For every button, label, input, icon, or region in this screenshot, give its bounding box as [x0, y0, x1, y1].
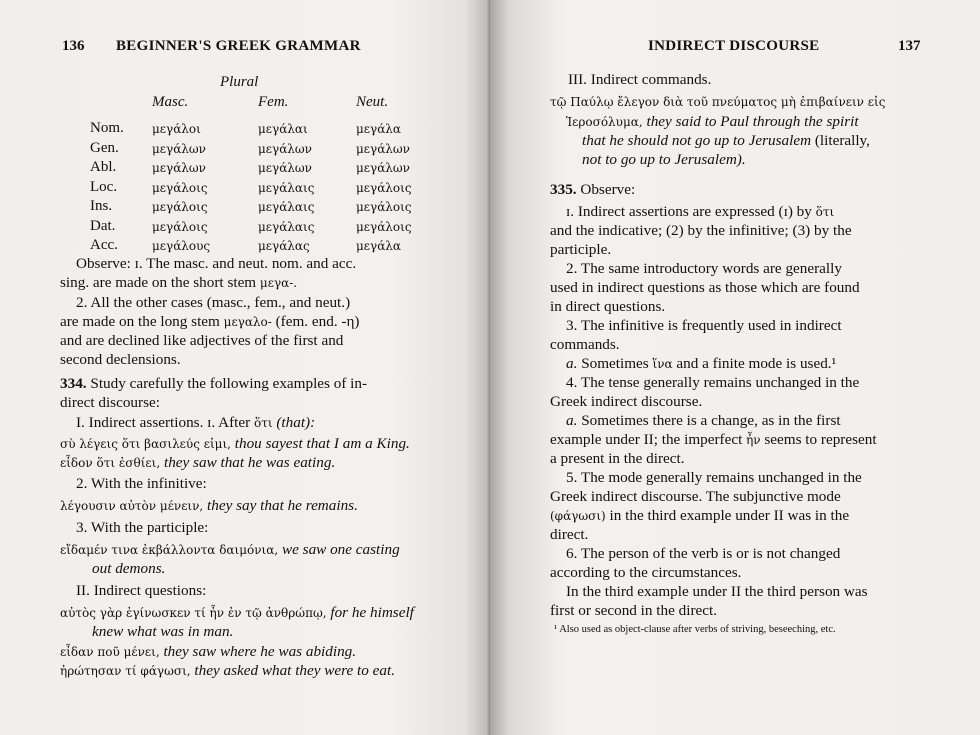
- example-line: ἠρώτησαν τί φάγωσι, they asked what they were to eat.: [60, 662, 396, 679]
- body-line: participle.: [550, 241, 612, 258]
- body-line: direct.: [550, 526, 589, 543]
- example-line: λέγουσιν αὐτὸν μένειν, they say that he remains.: [60, 497, 358, 514]
- table-cell: μεγάλων: [152, 141, 206, 156]
- table-cell: μεγάλων: [152, 161, 206, 175]
- example-line: σὺ λέγεις ὅτι βασιλεύς εἰμι, thou sayest that I am a King.: [60, 435, 410, 452]
- table-cell: μεγάλοις: [152, 180, 208, 195]
- example-line: τῷ Παύλῳ ἔλεγον διὰ τοῦ πνεύματος μὴ ἐπιβαίνειν εἰς: [550, 95, 886, 109]
- body-line: commands.: [550, 336, 620, 353]
- body-line: a. Sometimes ἵνα and a finite mode is used.¹: [566, 355, 837, 372]
- table-cell: μεγάλαις: [258, 219, 315, 234]
- body-line: In the third example under II the third person was: [566, 583, 868, 600]
- example-line: αὐτὸς γὰρ ἐγίνωσκεν τί ἦν ἐν τῷ ἀνθρώπῳ, for he himself: [60, 604, 414, 621]
- table-cell: μεγάλοι: [152, 122, 201, 136]
- section-334-line: direct discourse:: [60, 394, 160, 411]
- body-line: Greek indirect discourse. The subjunctive mode: [550, 488, 841, 505]
- table-cell: μεγάλους: [152, 239, 211, 253]
- body-line: 5. The mode generally remains unchanged in the: [566, 469, 862, 486]
- subsection-heading: III. Indirect commands.: [568, 71, 712, 88]
- body-line: a. Sometimes there is a change, as in the first: [566, 412, 841, 429]
- subsection-heading: I. Indirect assertions. ɪ. After ὅτι (that):: [76, 414, 316, 431]
- subsection-heading: II. Indirect questions:: [76, 582, 207, 599]
- table-cell: μεγάλοις: [356, 180, 412, 195]
- body-line: 3. The infinitive is frequently used in indirect: [566, 317, 842, 334]
- table-cell: μεγάλας: [258, 239, 310, 253]
- table-cell: μεγάλα: [356, 239, 401, 253]
- example-line: εἴδαμέν τινα ἐκβάλλοντα δαιμόνια, we saw one casting: [60, 541, 400, 558]
- table-cell: μεγάλα: [356, 122, 401, 136]
- body-line: 2. The same introductory words are generally: [566, 260, 842, 277]
- body-line: 6. The person of the verb is or is not changed: [566, 545, 841, 562]
- observe-line: second declensions.: [60, 351, 181, 368]
- body-line: used in indirect questions as those which are found: [550, 279, 860, 296]
- body-line: and the indicative; (2) by the infinitive; (3) by the: [550, 222, 852, 239]
- example-line: knew what was in man.: [92, 623, 234, 640]
- example-line: Ἱεροσόλυμα, they said to Paul through the spirit: [566, 113, 859, 130]
- table-title: Plural: [220, 74, 259, 90]
- observe-line: Observe: ɪ. The masc. and neut. nom. and acc.: [76, 255, 357, 272]
- table-cell: μεγάλοις: [356, 200, 412, 214]
- example-line: εἶδον ὅτι ἐσθίει, they saw that he was eating.: [60, 454, 336, 471]
- section-334-heading: 334. Study carefully the following examples of in-: [60, 375, 368, 392]
- body-line: example under II; the imperfect ἦν seems to represent: [550, 431, 877, 448]
- body-line: a present in the direct.: [550, 450, 685, 467]
- observe-line: and are declined like adjectives of the first and: [60, 332, 344, 349]
- page-number: 136: [62, 38, 85, 54]
- section-335-heading: 335. Observe:: [550, 181, 636, 198]
- case-label: Dat.: [90, 217, 116, 234]
- body-line: Greek indirect discourse.: [550, 393, 703, 410]
- table-cell: μεγάλων: [258, 141, 312, 156]
- table-header-masc: Masc.: [152, 94, 189, 110]
- table-cell: μεγάλαις: [258, 200, 315, 214]
- table-cell: μεγάλαις: [258, 180, 315, 195]
- running-head: BEGINNER'S GREEK GRAMMAR: [116, 38, 361, 54]
- footnote: ¹ Also used as object-clause after verbs of striving, beseeching, etc.: [554, 624, 836, 635]
- body-line: in direct questions.: [550, 298, 666, 315]
- table-cell: μεγάλοις: [356, 219, 412, 234]
- example-line: out demons.: [92, 560, 166, 577]
- body-line: according to the circumstances.: [550, 564, 742, 581]
- page-number: 137: [898, 38, 921, 54]
- example-line: εἶδαν ποῦ μένει, they saw where he was abiding.: [60, 643, 357, 660]
- body-line: 4. The tense generally remains unchanged in the: [566, 374, 860, 391]
- observe-line: sing. are made on the short stem μεγα-.: [60, 274, 298, 291]
- observe-line: are made on the long stem μεγαλο- (fem. end. -η): [60, 313, 360, 330]
- running-head: INDIRECT DISCOURSE: [648, 38, 820, 54]
- table-cell: μεγάλων: [356, 141, 410, 156]
- table-header-neut: Neut.: [356, 94, 389, 110]
- subsection-heading: 2. With the infinitive:: [76, 475, 207, 492]
- body-line: ɪ. Indirect assertions are expressed (ɪ) by ὅτι: [566, 203, 835, 220]
- observe-line: 2. All the other cases (masc., fem., and neut.): [76, 294, 351, 311]
- table-cell: μεγάλοις: [152, 219, 208, 234]
- body-line: first or second in the direct.: [550, 602, 718, 619]
- example-line: that he should not go up to Jerusalem (literally,: [582, 132, 870, 149]
- table-cell: μεγάλαι: [258, 122, 308, 136]
- table-cell: μεγάλοις: [152, 200, 208, 214]
- subsection-heading: 3. With the participle:: [76, 519, 209, 536]
- right-page: [490, 0, 980, 735]
- table-cell: μεγάλων: [258, 161, 312, 175]
- table-header-fem: Fem.: [258, 94, 289, 110]
- example-line: not to go up to Jerusalem).: [582, 151, 746, 168]
- case-label: Nom.: [90, 120, 124, 136]
- case-label: Ins.: [90, 198, 113, 214]
- table-cell: μεγάλων: [356, 161, 410, 175]
- case-label: Abl.: [90, 159, 117, 175]
- case-label: Gen.: [90, 139, 119, 156]
- case-label: Acc.: [90, 237, 118, 253]
- case-label: Loc.: [90, 178, 118, 195]
- body-line: (φάγωσι) in the third example under II was in the: [550, 507, 850, 524]
